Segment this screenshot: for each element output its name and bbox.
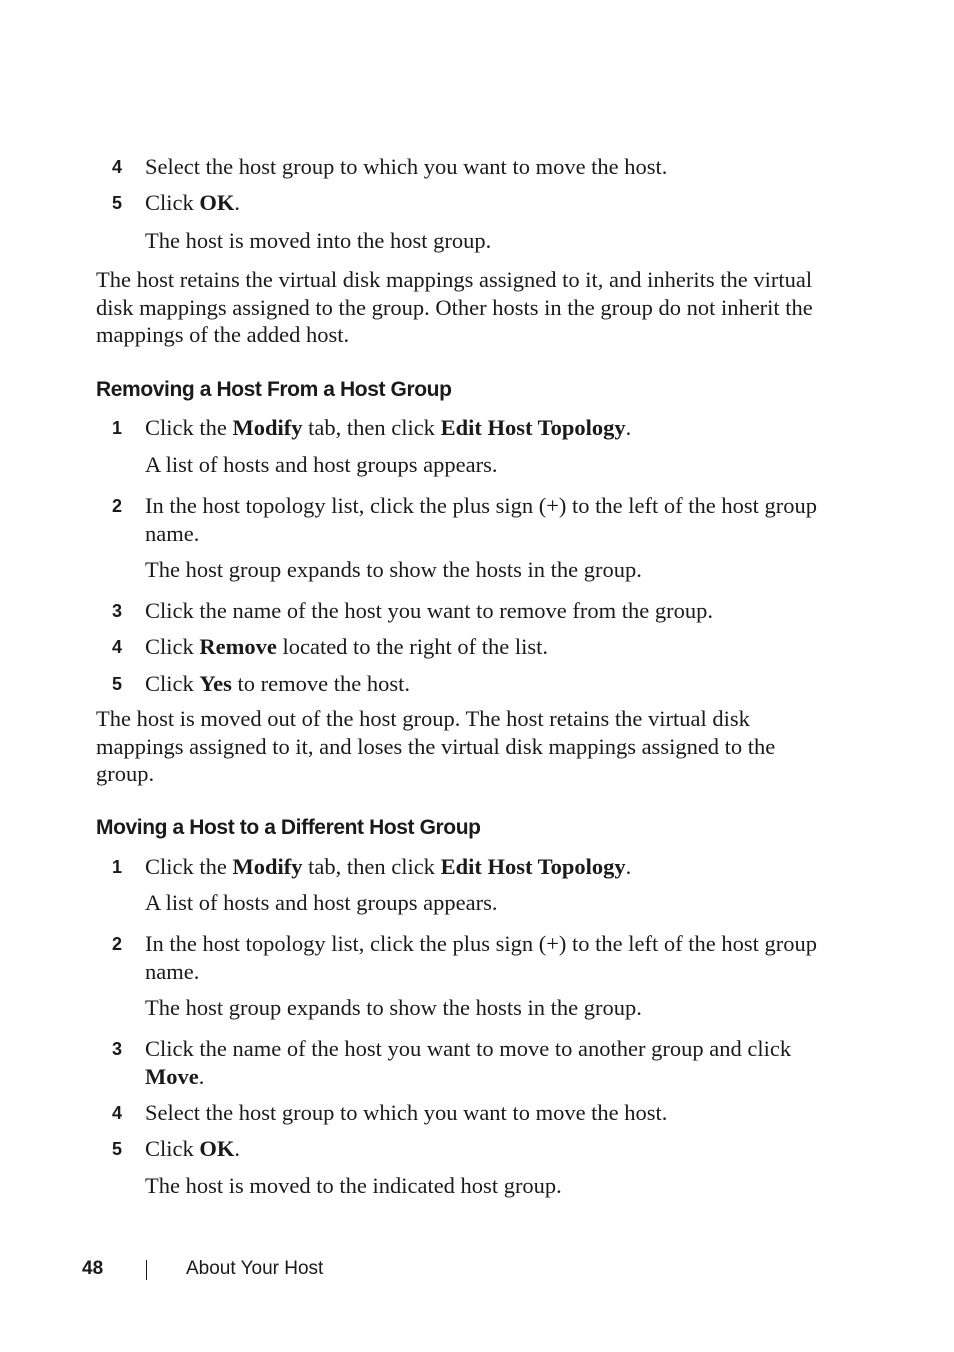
moving-step-1-result: A list of hosts and host groups appears. xyxy=(145,890,498,915)
step-number: 2 xyxy=(112,496,123,516)
edit-host-topology-label: Edit Host Topology xyxy=(440,854,626,879)
step-number: 3 xyxy=(112,601,123,621)
ok-label: OK xyxy=(199,1136,235,1161)
edit-host-topology-label: Edit Host Topology xyxy=(440,415,626,440)
heading-removing: Removing a Host From a Host Group xyxy=(96,378,452,401)
heading-moving: Moving a Host to a Different Host Group xyxy=(96,816,481,839)
modify-label: Modify xyxy=(232,854,303,879)
modify-label: Modify xyxy=(232,415,303,440)
intro-paragraph: The host retains the virtual disk mappings assigned to it, and inherits the virtual disk mappings assigned to the group. Other hosts in the group do not inherit the mappings of the added host. xyxy=(96,267,813,347)
step-text: Click the name of the host you want to remove from the group. xyxy=(145,598,713,623)
step-number: 4 xyxy=(112,1103,123,1123)
step-number: 1 xyxy=(112,857,123,877)
step-text: Click Yes to remove the host. xyxy=(145,671,410,696)
removing-step-2-result: The host group expands to show the hosts in the group. xyxy=(145,557,642,582)
step-text: Click OK. xyxy=(145,1136,241,1161)
step-text: Click Remove located to the right of the list. xyxy=(145,634,549,659)
move-label: Move xyxy=(145,1064,199,1089)
step-text: In the host topology list, click the plus sign (+) to the left of the host group name. xyxy=(145,493,817,546)
step-number: 2 xyxy=(112,934,123,954)
step-text: Click the name of the host you want to move to another group and click Move. xyxy=(145,1036,792,1089)
footer-section-title: About Your Host xyxy=(186,1258,324,1279)
moving-step-2-result: The host group expands to show the hosts in the group. xyxy=(145,995,642,1020)
remove-label: Remove xyxy=(199,634,277,659)
removing-step-1-result: A list of hosts and host groups appears. xyxy=(145,452,498,477)
yes-label: Yes xyxy=(199,671,232,696)
step-number: 5 xyxy=(112,1139,123,1159)
step-text: In the host topology list, click the plus sign (+) to the left of the host group name. xyxy=(145,931,817,984)
step-text: Select the host group to which you want to move the host. xyxy=(145,154,668,179)
page-number: 48 xyxy=(82,1258,104,1279)
step-text: Click the Modify tab, then click Edit Host Topology. xyxy=(145,854,632,879)
step-number: 5 xyxy=(112,193,123,213)
moving-step-5-result: The host is moved to the indicated host group. xyxy=(145,1173,562,1198)
step-text: Select the host group to which you want to move the host. xyxy=(145,1100,668,1125)
intro-step-5-result: The host is moved into the host group. xyxy=(145,228,492,253)
footer-divider xyxy=(146,1260,147,1280)
step-number: 3 xyxy=(112,1039,123,1059)
step-text: Click OK. xyxy=(145,190,241,215)
step-number: 4 xyxy=(112,157,123,177)
step-number: 5 xyxy=(112,674,123,694)
step-number: 4 xyxy=(112,637,123,657)
ok-label: OK xyxy=(199,190,235,215)
step-text: Click the Modify tab, then click Edit Host Topology. xyxy=(145,415,632,440)
step-number: 1 xyxy=(112,418,123,438)
removing-paragraph: The host is moved out of the host group. The host retains the virtual disk mappings assigned to it, and loses the virtual disk mappings assigned to the group. xyxy=(96,706,776,786)
